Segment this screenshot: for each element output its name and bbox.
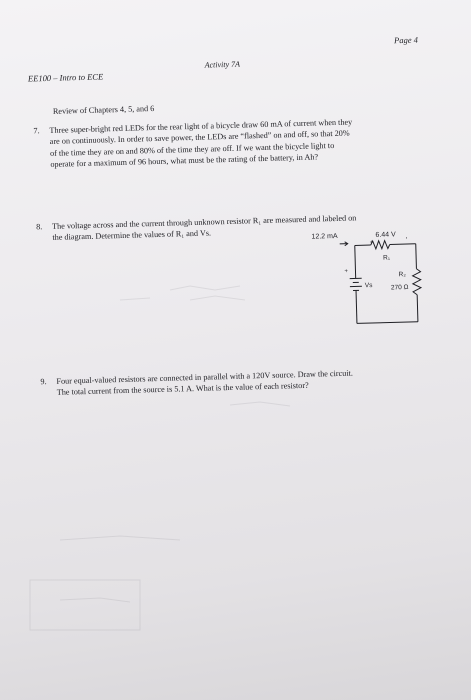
question-number: 8. [35, 222, 43, 232]
voltage-label: 6.44 V [375, 231, 396, 239]
voltage-plus-sign: + [369, 239, 374, 247]
worksheet [10, 0, 471, 700]
r2-label: R₂ [398, 271, 406, 279]
question-7 [33, 114, 453, 170]
r1-label: R₁ [383, 254, 391, 262]
course-title: EE100 – Intro to ECE [27, 71, 104, 84]
voltage-minus-sign: , [405, 232, 408, 241]
question-text: Three super-bright red LEDs for the rear light of a bicycle draw 60 mA of current when they are on continuously. In order to save power, the LEDs are “flashed” on and off, so that 20% of the time they are on and 80% of the time they are off. If we want the bicycle light to operate for a maximum of 96 hours, what must be the rating of the battery, in Ah? [49, 117, 353, 170]
source-plus-sign: + [344, 268, 349, 275]
question-9 [40, 365, 460, 398]
r2-resistor-icon [412, 269, 421, 295]
circuit-schematic [303, 230, 456, 334]
r2-value: 270 Ω [390, 283, 409, 292]
source-label: Vs [364, 281, 373, 290]
question-number: 7. [33, 126, 40, 136]
page-number: Page 4 [393, 34, 419, 46]
current-label: 12.2 mA [311, 232, 338, 241]
question-number: 9. [40, 377, 47, 387]
circuit-diagram [303, 230, 456, 334]
review-heading: Review of Chapters 4, 5, and 6 [52, 104, 155, 116]
activity-title: Activity 7A [204, 59, 241, 70]
question-text: Four equal-valued resistors are connected in parallel with a 120V source. Draw the circuit. The total current from the source is 5.1 A. What is the value of each resistor? [56, 368, 353, 398]
question-text: The voltage across and the current through unknown resistor R₁ are measured and labeled on the diagram. Determine the values of R₁ and Vs. [51, 213, 357, 243]
